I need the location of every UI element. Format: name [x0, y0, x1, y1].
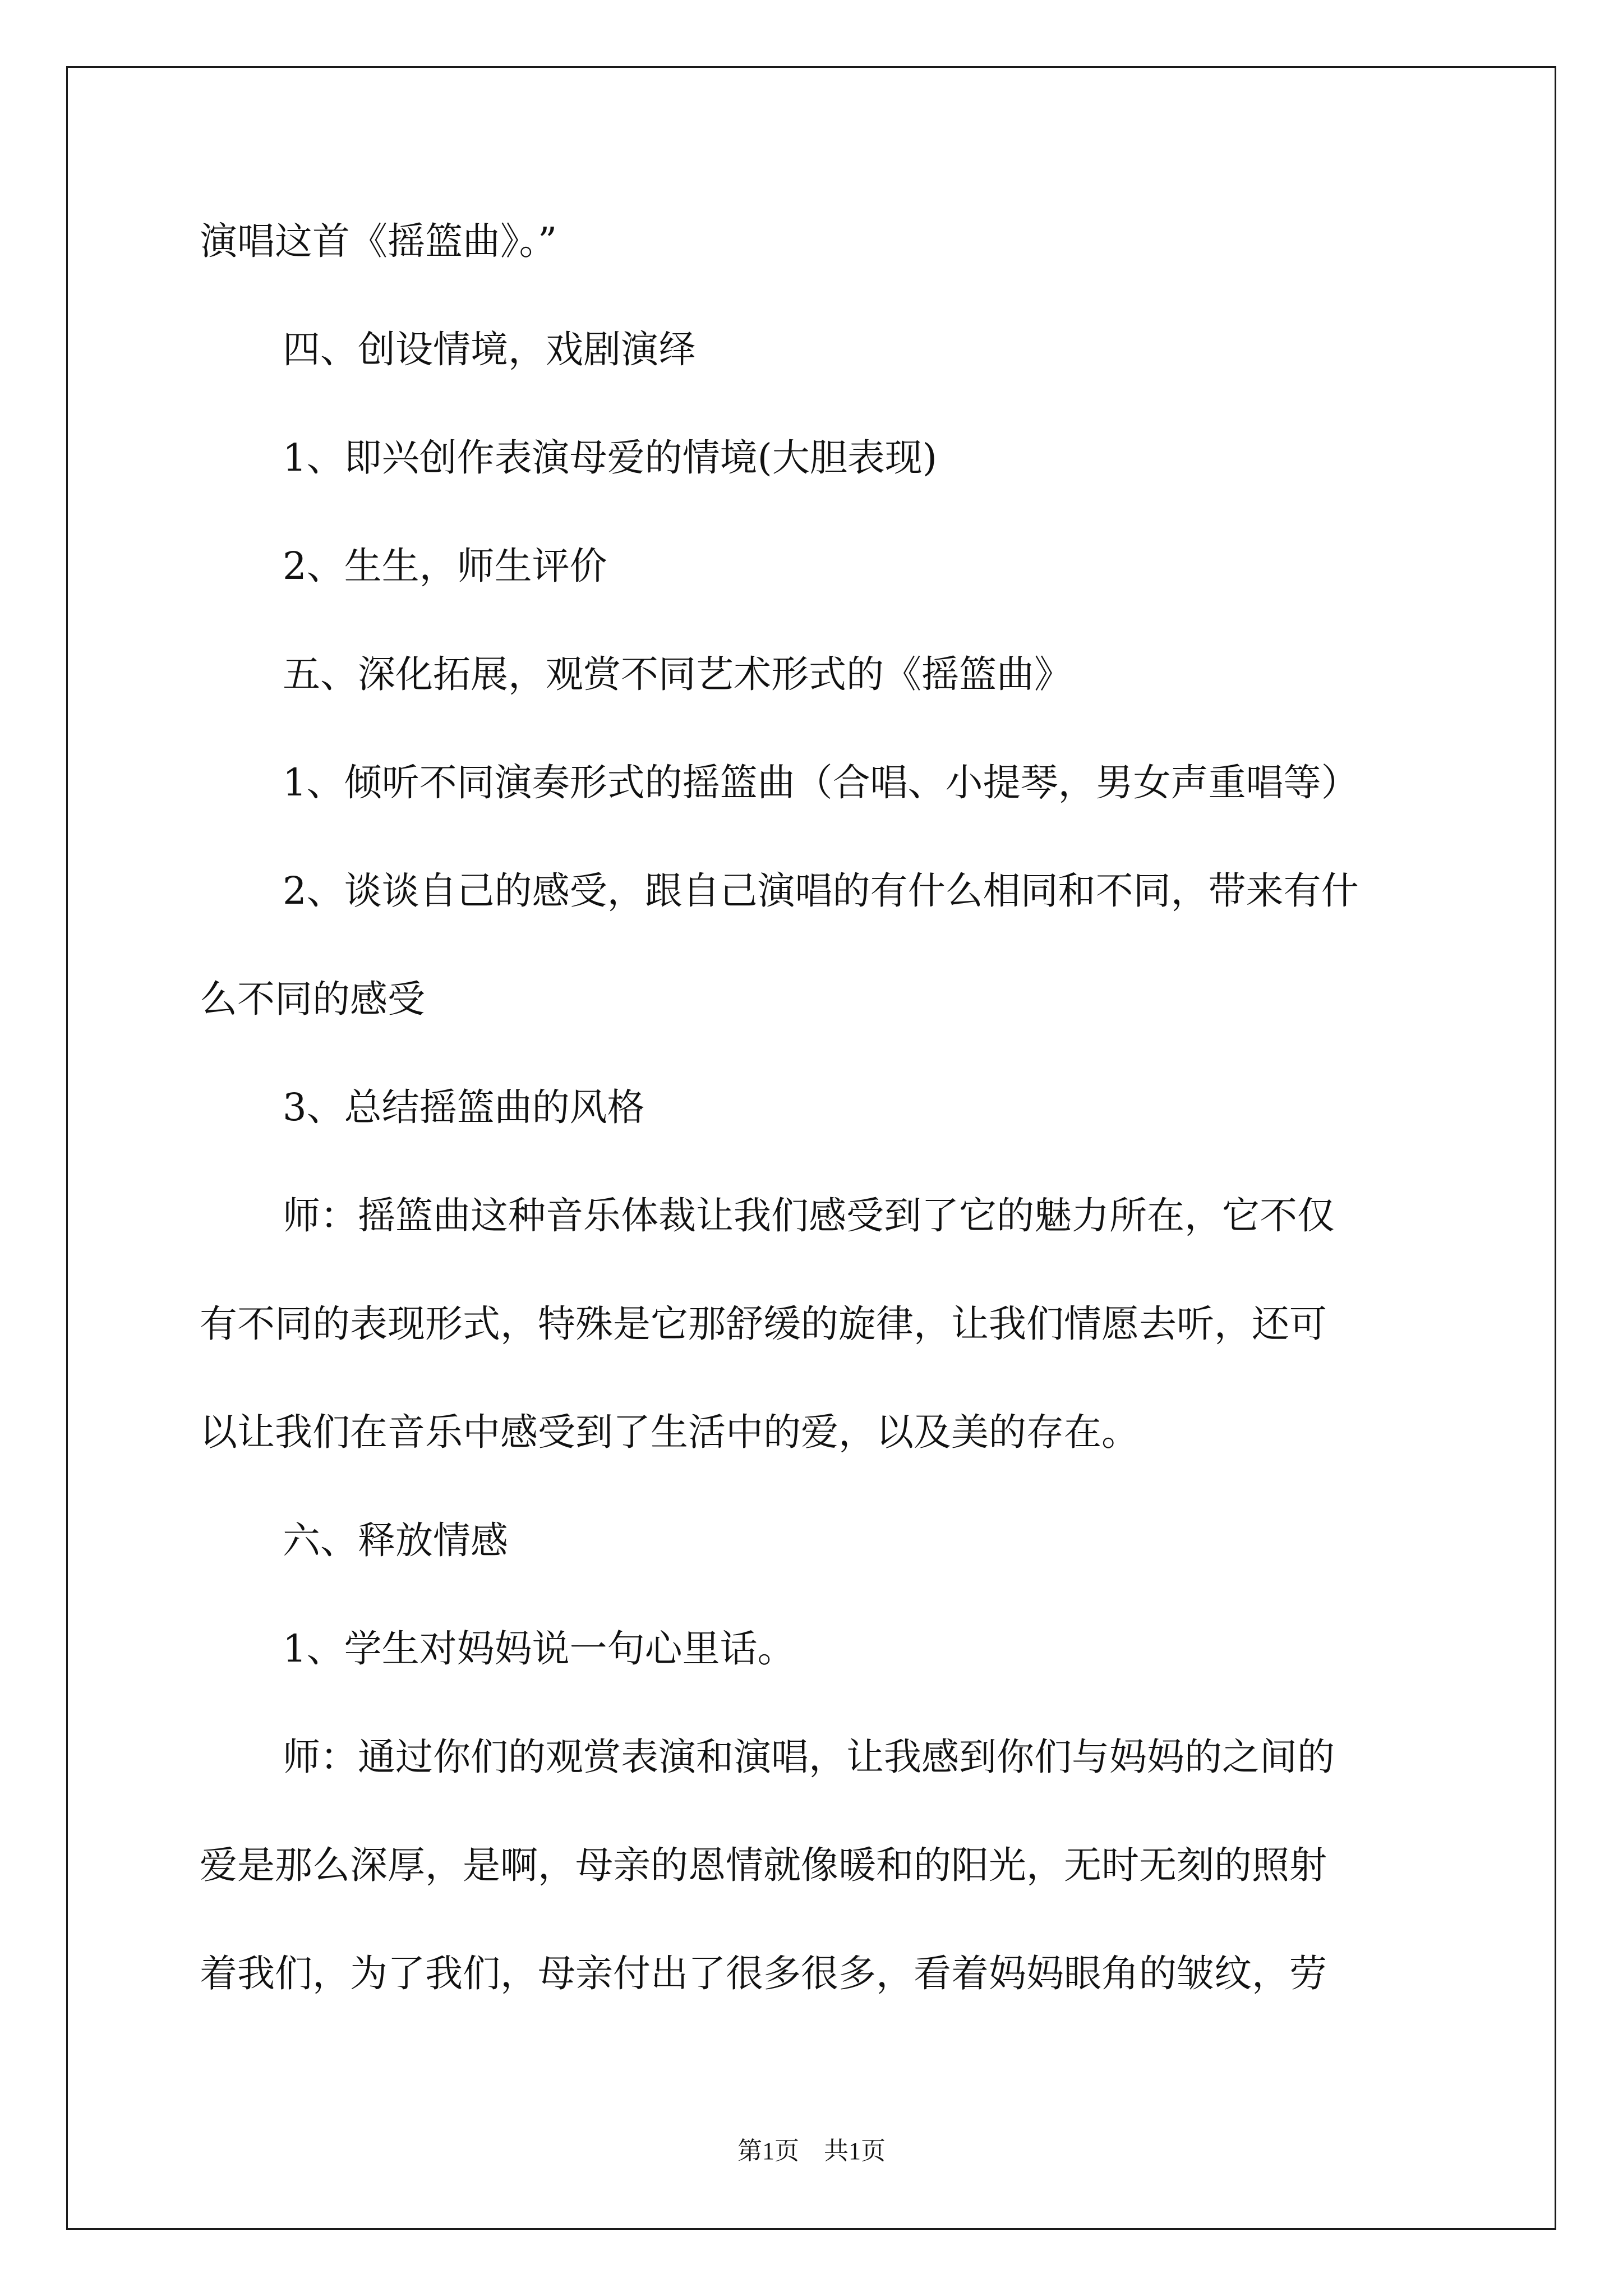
paragraph-line: 师：通过你们的观赏表演和演唱，让我感到你们与妈妈的之间的: [283, 1735, 1335, 1779]
paragraph-line: 以让我们在音乐中感受到了生活中的爱，以及美的存在。: [200, 1410, 1139, 1454]
paragraph-line: 有不同的表现形式，特殊是它那舒缓的旋律，让我们情愿去听，还可: [200, 1302, 1327, 1346]
section-heading: 六、释放情感: [283, 1519, 508, 1562]
paragraph-line: 师：摇篮曲这种音乐体裁让我们感受到了它的魅力所在，它不仅: [283, 1194, 1335, 1237]
paragraph-line: 着我们，为了我们，母亲付出了很多很多，看着妈妈眼角的皱纹，劳: [200, 1952, 1327, 1995]
text-line: 演唱这首《摇篮曲》。”: [200, 219, 557, 263]
list-item: 3、总结摇篮曲的风格: [283, 1085, 645, 1129]
section-heading: 四、创设情境，戏剧演绎: [283, 328, 696, 371]
list-item: 2、谈谈自己的感受，跟自己演唱的有什么相同和不同，带来有什: [283, 869, 1359, 913]
list-item: 1、学生对妈妈说一句心里话。: [283, 1627, 795, 1671]
list-item: 1、倾听不同演奏形式的摇篮曲（合唱、小提琴，男女声重唱等）: [283, 761, 1359, 804]
paragraph-line: 爱是那么深厚，是啊，母亲的恩情就像暖和的阳光，无时无刻的照射: [200, 1843, 1327, 1887]
page-number-footer: 第1页 共1页: [737, 2137, 886, 2165]
section-heading: 五、深化拓展，观赏不同艺术形式的《摇篮曲》: [283, 652, 1072, 696]
page-border: [66, 66, 1556, 2230]
list-item: 2、生生，师生评价: [283, 544, 607, 588]
text-line: 么不同的感受: [200, 977, 425, 1021]
list-item: 1、即兴创作表演母爱的情境(大胆表现): [283, 436, 937, 480]
